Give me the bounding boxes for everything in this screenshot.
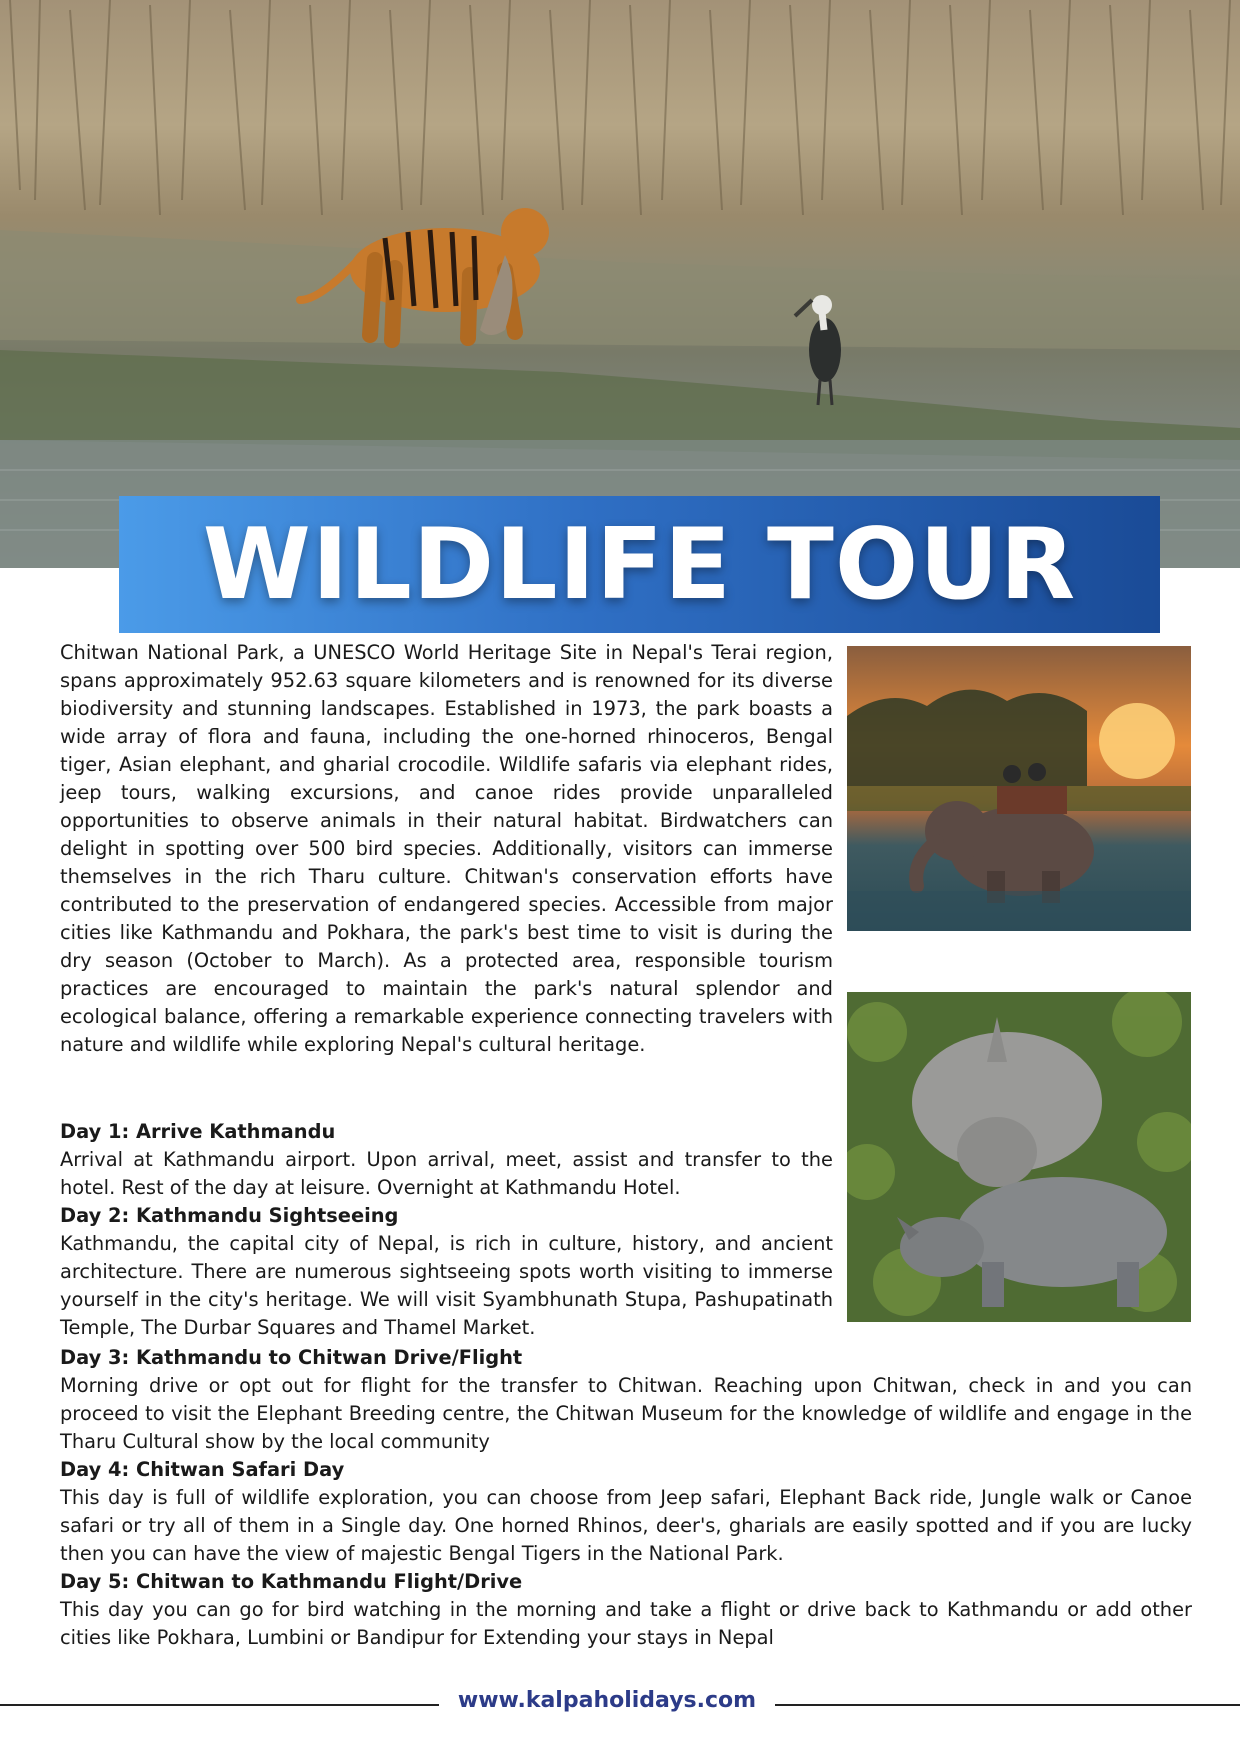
day-3-title: Day 3: Kathmandu to Chitwan Drive/Flight — [60, 1346, 523, 1369]
hero-scene — [0, 0, 1240, 568]
elephant-safari-photo — [847, 646, 1191, 931]
itinerary-block-2 — [60, 1344, 1192, 1652]
page-title: WILDLIFE TOUR — [202, 507, 1077, 622]
day-2-title: Day 2: Kathmandu Sightseeing — [60, 1204, 399, 1227]
day-5-title: Day 5: Chitwan to Kathmandu Flight/Drive — [60, 1570, 523, 1593]
footer-divider-right — [775, 1704, 1240, 1706]
rhinos-photo — [847, 992, 1191, 1322]
day-1-text: Arrival at Kathmandu airport. Upon arrival, meet, assist and transfer to the hotel. Rest of the day at leisure. Overnight at Kathmandu Hotel. — [60, 1148, 833, 1199]
footer-divider-left — [0, 1704, 439, 1706]
riverbank — [0, 230, 1240, 350]
day-3-text: Morning drive or opt out for flight for the transfer to Chitwan. Reaching upon Chitwan, check in and you can proceed to visit the Elephant Breeding centre, the Chitwan Museum for the knowledge of wildlife and engage in the Tharu Cultural show by the local community — [60, 1374, 1192, 1453]
day-1-title: Day 1: Arrive Kathmandu — [60, 1120, 336, 1143]
day-4-text: This day is full of wildlife exploration, you can choose from Jeep safari, Elephant Back ride, Jungle walk or Canoe safari or try all of them in a Single day. One horned Rhinos, deer's, gharials are easily spotted and if you are lucky then you can have the view of majestic Bengal Tigers in the National Park. — [60, 1486, 1192, 1565]
title-banner — [119, 496, 1160, 633]
website-link[interactable]: www.kalpaholidays.com — [457, 1688, 757, 1713]
itinerary-block-1 — [60, 1118, 833, 1342]
hero-photo — [0, 0, 1240, 568]
tall-grass — [10, 0, 1230, 215]
intro-paragraph: Chitwan National Park, a UNESCO World Heritage Site in Nepal's Terai region, spans approximately 952.63 square kilometers and is renowned for its diverse biodiversity and stunning landscapes. Established in 1973, the park boasts a wide array of flora and fauna, including the one-horned rhinoceros, Bengal tiger, Asian elephant, and gharial crocodile. Wildlife safaris via elephant rides, jeep tours, walking excursions, and canoe rides provide unparalleled opportunities to observe animals in their natural habitat. Birdwatchers can delight in spotting over 500 bird species. Additionally, visitors can immerse themselves in the rich Tharu culture. Chitwan's conservation efforts have contributed to the preservation of endangered species. Accessible from major cities like Kathmandu and Pokhara, the park's best time to visit is during the dry season (October to March). As a protected area, responsible tourism practices are encouraged to maintain the park's natural splendor and ecological balance, offering a remarkable experience connecting travelers with nature and wildlife while exploring Nepal's cultural heritage. — [60, 641, 833, 1056]
day-5-text: This day you can go for bird watching in the morning and take a flight or drive back to Kathmandu or add other cities like Pokhara, Lumbini or Bandipur for Extending your stays in Nepal — [60, 1598, 1192, 1649]
day-4-title: Day 4: Chitwan Safari Day — [60, 1458, 345, 1481]
day-2-text: Kathmandu, the capital city of Nepal, is rich in culture, history, and ancient architecture. There are numerous sightseeing spots worth visiting to immerse yourself in the city's heritage. We will visit Syambhunath Stupa, Pashupatinath Temple, The Durbar Squares and Thamel Market. — [60, 1232, 833, 1339]
